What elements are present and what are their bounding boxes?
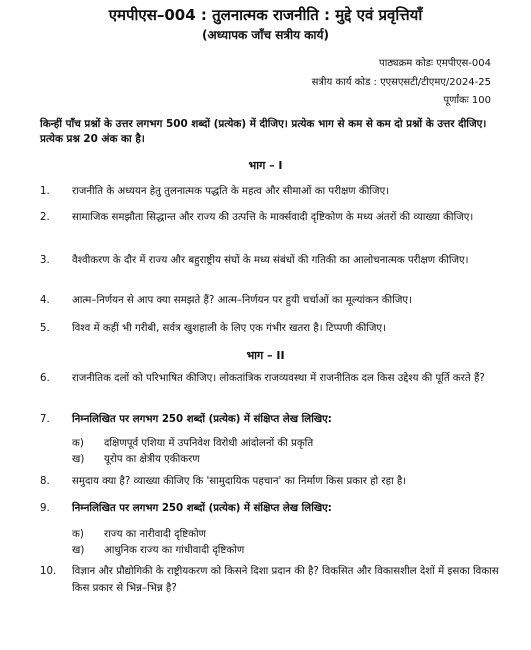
question-number: 6. (40, 373, 50, 384)
question-text: निम्नलिखित पर लगभग 250 शब्दों (प्रत्येक) में संक्षिप्त लेख लिखिए: (72, 414, 332, 425)
question-number: 8. (40, 476, 50, 487)
question-7-part-a (72, 436, 313, 451)
page-subtitle: (अध्यापक जाँच सत्रीय कार्य) (201, 28, 329, 42)
part-text: राज्य का नारीवादी दृष्टिकोण (104, 529, 206, 540)
question-9-part-a (72, 527, 206, 542)
question-number: 5. (40, 323, 50, 334)
question-number: 3. (40, 255, 50, 266)
question-text: समुदाय क्या है? व्याख्या कीजिए कि 'सामुदायिक पहचान' का निर्माण किस प्रकार हो रहा है। (72, 476, 407, 487)
assignment-code: सत्रीय कार्य कोड : एएसएसटी/टीएमए/2024-25 (311, 77, 491, 88)
question-9-part-b (72, 543, 244, 558)
question-text: राजनीतिक दलों को परिभाषित कीजिए। लोकतांत्रिक राजव्यवस्था में राजनीतिक दल किस उद्देश्य की पूर्ति करते हैं? (72, 373, 485, 384)
question-text: आत्म–निर्णयन से आप क्या समझते हैं? आत्म–निर्णयन पर हुयी चर्चाओं का मूल्यांकन कीजिए। (72, 295, 412, 306)
question-7-part-b (72, 452, 200, 467)
part-text: आधुनिक राज्य का गांधीवादी दृष्टिकोण (104, 545, 245, 556)
question-number: 2. (40, 212, 50, 223)
part-text: यूरोप का क्षेत्रीय एकीकरण (104, 454, 200, 465)
question-text: विज्ञान और प्रौद्योगिकी के राष्ट्रीयकरण को किसने दिशा प्रदान की है? विकसित और विकासशील देशों में इसका विकास किस प्रकार से भिन्न–भिन्न है? (72, 566, 499, 594)
course-code: पाठ्यक्रम कोडः एमपीएस-004 (379, 58, 491, 69)
instructions: किन्हीं पाँच प्रश्नों के उत्तर लगभग 500 शब्दों (प्रत्येक) में दीजिए। प्रत्येक भाग से कम से कम दो प्रश्नों के उत्तर दीजिए। प्रत्येक प्रश्न 20 अंक का है। (40, 118, 487, 145)
question-number: 1. (40, 186, 50, 197)
part-label: क) (72, 529, 84, 540)
part-label: ख) (72, 545, 85, 556)
part-label: क) (72, 438, 84, 449)
section-heading-part-1: भाग – I (248, 159, 283, 172)
question-text: राजनीति के अध्ययन हेतु तुलनात्मक पद्धति के महत्व और सीमाओं का परीक्षण कीजिए। (72, 186, 390, 197)
part-label: ख) (72, 454, 85, 465)
part-text: दक्षिणपूर्व एशिया में उपनिवेश विरोधी आंदोलनों की प्रकृति (104, 438, 314, 449)
question-number: 7. (40, 414, 50, 425)
question-number: 4. (40, 295, 50, 306)
page-title: एमपीएस–004 : तुलनात्मक राजनीति : मुद्दे एवं प्रवृत्तियाँ (108, 6, 423, 24)
section-heading-part-2: भाग – II (246, 349, 285, 362)
question-number: 9. (40, 503, 50, 514)
max-marks: पूर्णांकः 100 (443, 95, 491, 106)
question-text: वैश्वीकरण के दौर में राज्य और बहुराष्ट्रीय संघों के मध्य संबंधों की गतिकी का आलोचनात्मक परीक्षण कीजिए। (72, 255, 469, 266)
question-text: निम्नलिखित पर लगभग 250 शब्दों (प्रत्येक) में संक्षिप्त लेख लिखिए: (72, 503, 332, 514)
question-number: 10. (40, 566, 57, 577)
question-text: विश्व में कहीं भी गरीबी, सर्वत्र खुशहाली के लिए एक गंभीर खतरा है। टिप्पणी कीजिए। (72, 323, 386, 334)
question-text: सामाजिक समझौता सिद्धान्त और राज्य की उत्पत्ति के मार्क्सवादी दृष्टिकोण के मध्य अंतरों की व्याख्या कीजिए। (72, 212, 474, 223)
